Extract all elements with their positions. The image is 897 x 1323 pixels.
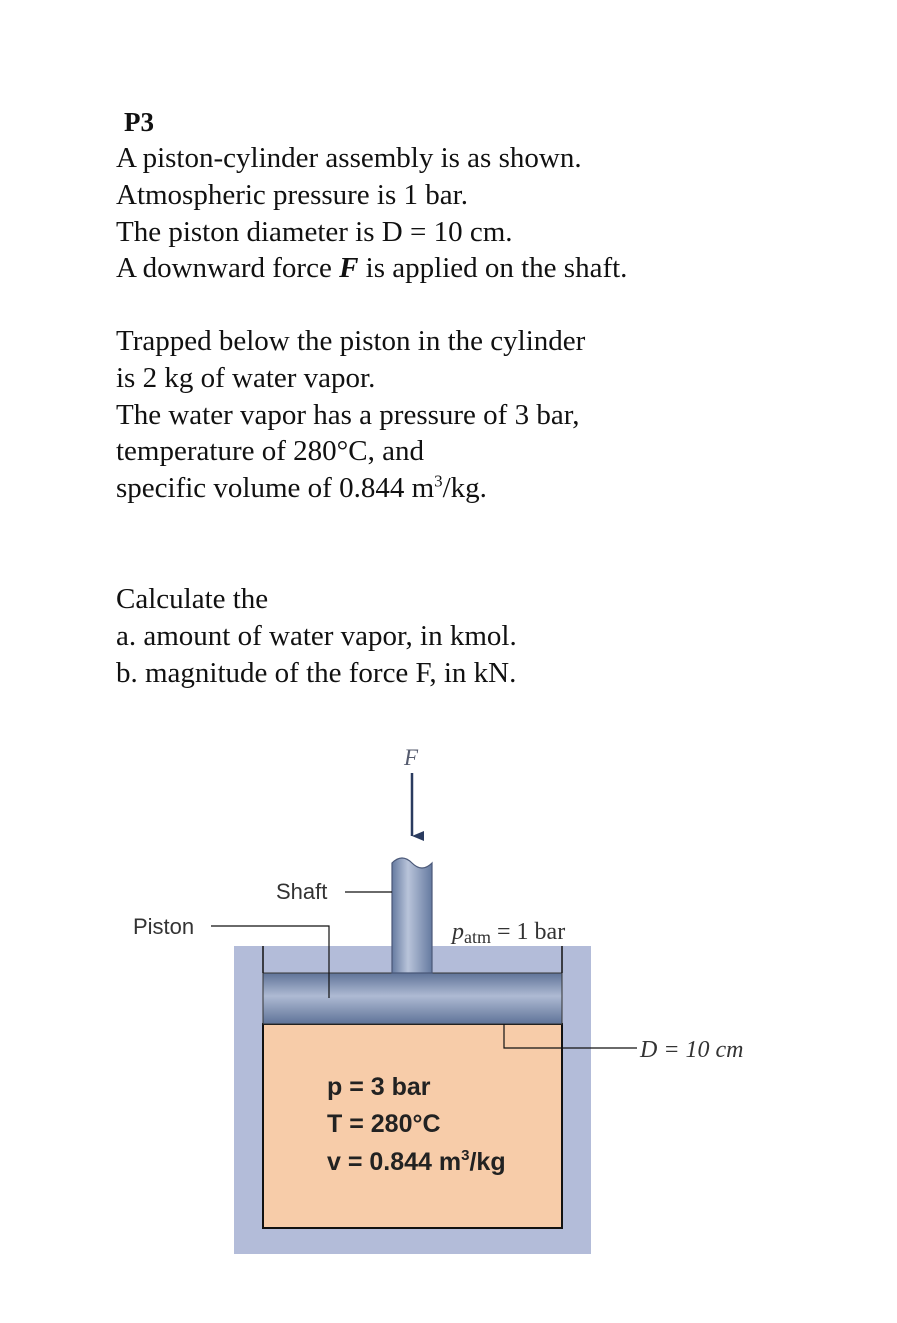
patm-symbol: p — [452, 919, 464, 945]
state-pressure: p = 3 bar — [327, 1073, 431, 1101]
force-symbol: F — [339, 252, 359, 285]
cubic-superscript: 3 — [434, 471, 443, 491]
state-volume-post: /kg — [469, 1148, 506, 1176]
patm-subscript: atm — [464, 927, 491, 947]
piston-label: Piston — [133, 914, 195, 939]
given-line-3: The piston diameter is D = 10 cm. — [116, 215, 513, 248]
given-line-4-post: is applied on the shaft. — [358, 252, 628, 285]
state-temperature: T = 280°C — [327, 1110, 441, 1138]
shaft-label: Shaft — [276, 879, 328, 904]
trapped-line-2: is 2 kg of water vapor. — [116, 361, 376, 394]
trapped-line-4: temperature of 280°C, and — [116, 435, 424, 468]
task-a: a. amount of water vapor, in kmol. — [116, 619, 517, 652]
trapped-line-5-pre: specific volume of 0.844 m — [116, 472, 435, 505]
trapped-line-1: Trapped below the piston in the cylinder — [116, 325, 586, 357]
task-intro: Calculate the — [116, 583, 269, 615]
trapped-line-3: The water vapor has a pressure of 3 bar, — [116, 398, 580, 431]
state-volume-pre: v = 0.844 m — [327, 1148, 462, 1176]
trapped-line-5-post: /kg. — [442, 472, 487, 505]
patm-label — [450, 919, 565, 947]
diameter-label: D = 10 cm — [640, 1037, 744, 1063]
task-b: b. magnitude of the force F, in kN. — [116, 656, 517, 689]
state-specific-volume — [327, 1147, 506, 1176]
state-volume-sup: 3 — [461, 1147, 470, 1164]
problem-label: P3 — [124, 107, 154, 137]
piston — [263, 973, 562, 1024]
given-line-1: A piston-cylinder assembly is as shown. — [116, 142, 582, 174]
shaft — [392, 858, 432, 973]
force-label: F — [404, 745, 419, 770]
given-line-2: Atmospheric pressure is 1 bar. — [116, 178, 468, 211]
given-line-4-pre: A downward force — [116, 252, 340, 285]
patm-value: = 1 bar — [491, 919, 566, 945]
